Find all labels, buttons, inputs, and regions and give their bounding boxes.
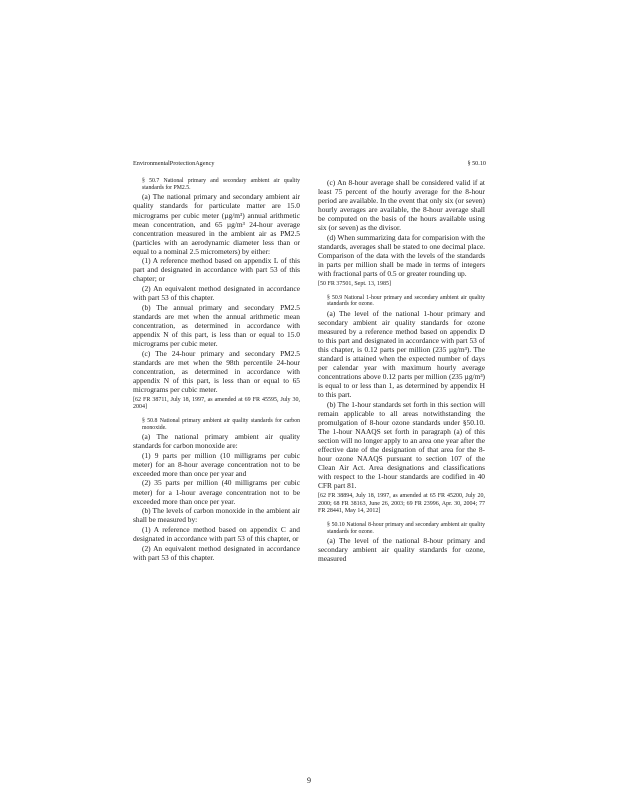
section-50-9-heading: § 50.9 National 1-hour primary and secondary ambient air quality standards for ozone.	[327, 294, 485, 308]
section-50-8-para-b2: (2) An equivalent method designated in accordance with part 53 of this chapter.	[133, 543, 300, 562]
section-50-8-para-b1: (1) A reference method based on appendix C and designated in accordance with part 53 of this chapter, or	[133, 524, 300, 543]
section-50-8-para-a2: (2) 35 parts per million (40 milligrams per cubic meter) for a 1-hour average concentration not to be exceeded more than once per year.	[133, 478, 300, 506]
header-agency-word-3: Agency	[195, 160, 215, 167]
section-50-7-para-c: (c) The 24-hour primary and secondary PM2.5 standards are met when the 98th percentile 24-hour concentration, as determined in accordance with appendix N of this part, is less than or equal to 65 micrograms per cubic meter.	[133, 348, 300, 394]
section-50-7-para-a: (a) The national primary and secondary ambient air quality standards for particulate matter are 15.0 micrograms per cubic meter (µg/m³) annual arithmetic mean concentration, and 65 µg/m³ 24-hour average concentration measured in the ambient air as PM2.5 (particles with an aerodynamic diameter less than or equal to a nominal 2.5 micrometers) by either:	[133, 192, 300, 256]
section-50-10-para-a: (a) The level of the national 8-hour primary and secondary ambient air quality standards for ozone, measured	[318, 536, 485, 564]
section-50-10-heading: § 50.10 National 8-hour primary and secondary ambient air quality standards for ozone.	[327, 521, 485, 535]
section-50-9-para-a: (a) The level of the national 1-hour primary and secondary ambient air quality standards for ozone measured by a reference method based on appendix D to this part and designated in accordance with part 53 of this chapter, is 0.12 parts per million (235 µg/m³). The standard is attained when the expected number of days per calendar year with maximum hourly average concentrations above 0.12 parts per million (235 µg/m³) is equal to or less than 1, as determined by appendix H to this part.	[318, 308, 485, 400]
section-50-7-heading: § 50.7 National primary and secondary ambient air quality standards for PM2.5.	[142, 178, 300, 191]
left-column	[133, 178, 300, 562]
section-50-9-para-b: (b) The 1-hour standards set forth in this section will remain applicable to all areas notwithstanding the promulgation of 8-hour ozone standards under §50.10. The 1-hour NAAQS set forth in paragraph (a) of this section will no longer apply to an area one year after the effective date of the designation of that area for the 8-hour ozone NAAQS pursuant to section 107 of the Clean Air Act. Area designations and classifications with respect to the 1-hour standards are codified in 40 CFR part 81.	[318, 399, 485, 491]
page-number: 9	[307, 776, 311, 785]
section-50-8-para-d: (d) When summarizing data for comparision with the standards, averages shall be stated to one decimal place. Comparison of the data with the levels of the standards in parts per million shall be made in terms of integers with fractional parts of 0.5 or greater rounding up.	[318, 232, 485, 279]
header-agency-word-1: Environmental	[133, 160, 170, 167]
section-50-8-citation: [50 FR 37501, Sept. 13, 1985]	[318, 281, 392, 288]
section-50-7-citation: [62 FR 38711, July 18, 1997, as amended at 69 FR 45595, July 30, 2004]	[133, 396, 300, 411]
section-50-8-para-b: (b) The levels of carbon monoxide in the ambient air shall be measured by:	[133, 506, 300, 525]
section-50-7-para-a2: (2) An equivalent method designated in accordance with part 53 of this chapter.	[133, 284, 300, 303]
header-section-ref: § 50.10	[467, 160, 486, 167]
right-column	[318, 178, 485, 564]
section-50-8-heading: § 50.8 National primary ambient air quality standards for carbon monoxide.	[142, 417, 300, 431]
section-50-7-para-a1: (1) A reference method based on appendix L of this part and designated in accordance with part 53 of this chapter; or	[133, 256, 300, 284]
header-agency-word-2: Protection	[169, 160, 196, 167]
section-50-9-citation: [62 FR 38894, July 18, 1997, as amended at 65 FR 45200, July 20, 2000; 68 FR 38163, June 26, 2003; 69 FR 23996, Apr. 30, 2004; 77 FR 28441, May 14, 2012]	[318, 493, 485, 515]
section-50-8-para-a: (a) The national primary ambient air quality standards for carbon monoxide are:	[133, 432, 300, 451]
section-50-8-para-c: (c) An 8-hour average shall be considered valid if at least 75 percent of the hourly average for the 8-hour period are available. In the event that only six (or seven) hourly averages are available, the 8-hour average shall be computed on the basis of the hours available using six (or seven) as the divisor.	[318, 178, 485, 233]
section-50-8-para-a1: (1) 9 parts per million (10 milligrams per cubic meter) for an 8-hour average concentration not to be exceeded more than once per year and	[133, 450, 300, 478]
running-header	[133, 160, 486, 170]
section-50-7-para-b: (b) The annual primary and secondary PM2.5 standards are met when the annual arithmetic mean concentration, as determined in accordance with appendix N of this part, is less than or equal to 15.0 micrograms per cubic meter.	[133, 302, 300, 348]
